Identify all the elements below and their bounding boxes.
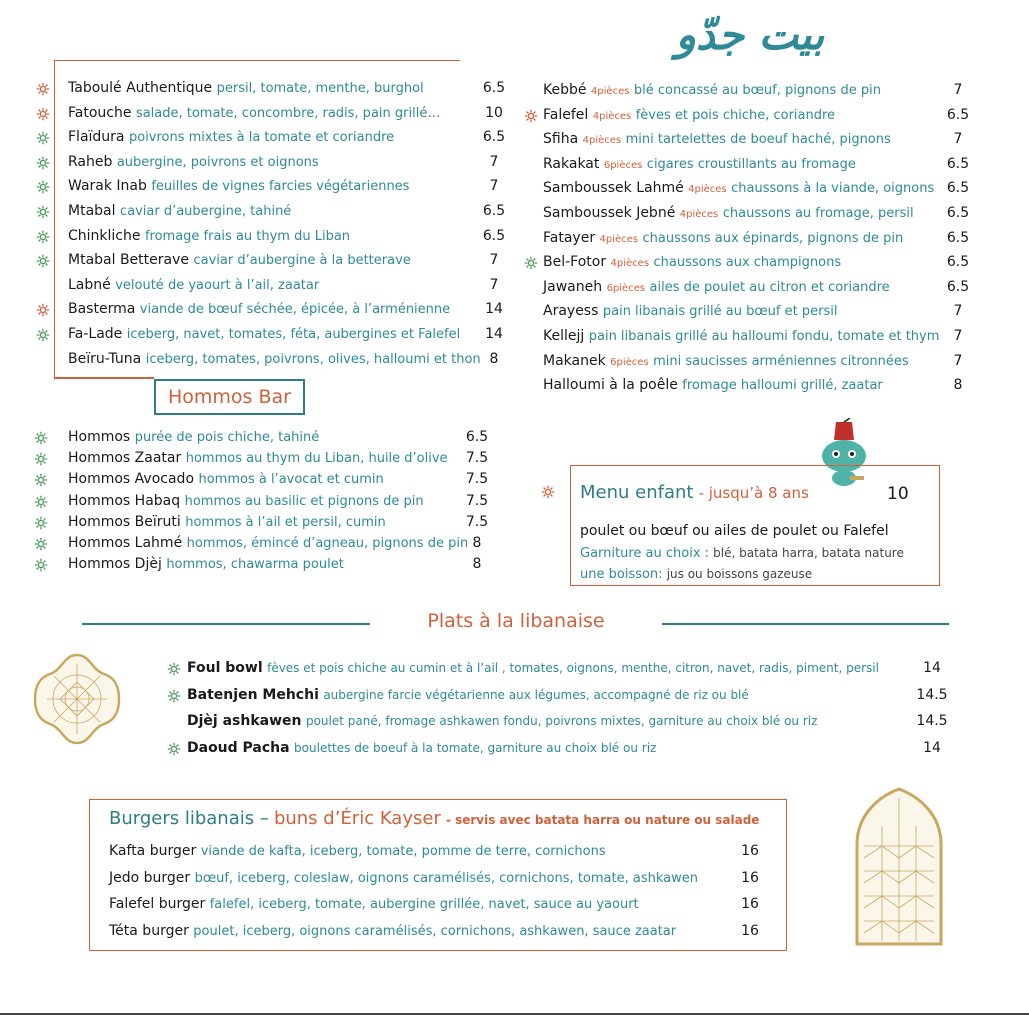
burger-item-name: Kafta burger <box>109 843 197 859</box>
menu-item-price: 7 <box>953 82 963 98</box>
menu-item <box>68 200 291 222</box>
menu-item <box>543 153 856 175</box>
plats-divider-left <box>82 623 370 625</box>
menu-item-name: Hommos Lahmé <box>68 535 183 551</box>
burger-item-description: viande de kafta, iceberg, tomate, pomme de terre, cornichons <box>200 844 606 859</box>
menu-item-description: salade, tomate, concombre, radis, pain grillé… <box>135 105 441 121</box>
green-flower-icon <box>167 661 181 675</box>
menu-item <box>68 348 481 370</box>
orange-flower-icon <box>36 81 50 95</box>
menu-item-price: 7 <box>953 328 963 344</box>
green-flower-icon <box>34 494 48 508</box>
burger-item-price: 16 <box>741 869 759 886</box>
menu-item <box>543 202 914 224</box>
hommos-bar-title: Hommos Bar <box>168 386 291 408</box>
burgers-buns: buns d’Éric Kayser <box>273 808 441 829</box>
burger-item-name: Jedo burger <box>109 869 191 886</box>
menu-item-description: aubergine farcie végétarienne aux légumes, accompagné de riz ou blé <box>323 687 749 702</box>
menu-item-name: Flaïdura <box>68 129 125 146</box>
menu-item-description: iceberg, navet, tomates, féta, aubergines et Falefel <box>126 327 461 342</box>
menu-item <box>68 490 424 512</box>
burger-item-description: falefel, iceberg, tomate, aubergine grillée, navet, sauce au yaourt <box>209 897 639 912</box>
menu-item <box>543 79 881 101</box>
menu-item-name: Taboulé Authentique <box>68 80 213 96</box>
green-flower-icon <box>34 472 48 486</box>
menu-item-price: 6.5 <box>482 129 506 146</box>
menu-item-price: 7.5 <box>465 492 489 509</box>
menu-item <box>543 177 934 199</box>
menu-item <box>68 511 386 533</box>
menu-item-name: Hommos <box>68 429 131 445</box>
menu-item <box>68 102 440 124</box>
menu-item <box>543 128 891 150</box>
page-bottom-rule <box>0 1013 1029 1015</box>
menu-item-description: chaussons à la viande, oignons <box>731 181 935 197</box>
menu-item <box>68 553 344 575</box>
menu-item <box>543 350 909 372</box>
green-flower-icon <box>34 430 48 444</box>
menu-item-name: Mtabal Betterave <box>68 252 189 269</box>
green-flower-icon <box>34 557 48 571</box>
kids-menu-price: 10 <box>887 484 909 504</box>
menu-item-description: aubergine, poivrons et oignons <box>116 154 319 170</box>
menu-item-name: Kebbé <box>543 82 587 98</box>
menu-item-description: poivrons mixtes à la tomate et coriandre <box>128 130 395 146</box>
menu-item-description: mini tartelettes de boeuf haché, pignons <box>625 132 891 148</box>
menu-item-description: fèves et pois chiche, coriandre <box>635 107 836 123</box>
menu-item-name: Fatouche <box>68 104 132 121</box>
restaurant-logo <box>600 2 900 68</box>
menu-item-price: 6.5 <box>465 429 489 445</box>
menu-item-name: Jawaneh <box>543 278 603 295</box>
menu-item-pieces: 6pièces <box>603 159 643 171</box>
menu-item-name: Chinkliche <box>68 227 141 244</box>
menu-item-price: 7 <box>489 153 499 170</box>
menu-item-description: purée de pois chiche, tahiné <box>134 430 320 445</box>
hommos-bar-title-box <box>154 379 305 415</box>
orange-flower-icon <box>36 106 50 120</box>
menu-item-name: Fa-Lade <box>68 326 123 342</box>
menu-item-name: Hommos Djèj <box>68 556 162 573</box>
burger-item <box>109 920 676 942</box>
menu-item-description: hommos, émincé d’agneau, pignons de pin <box>186 536 469 551</box>
menu-item-price: 6.5 <box>946 155 970 172</box>
menu-item <box>68 447 448 469</box>
menu-item <box>68 249 411 271</box>
menu-item-price: 7 <box>489 178 499 195</box>
menu-item <box>68 532 468 554</box>
menu-item <box>68 225 350 247</box>
menu-item-name: Fatayer <box>543 229 596 246</box>
menu-item-description: pain libanais grillé au halloumi fondu, tomate et thym <box>588 329 940 344</box>
menu-item-price: 7.5 <box>465 513 489 530</box>
menu-item <box>68 77 424 99</box>
menu-item-price: 7 <box>489 276 499 293</box>
menu-item-price: 6.5 <box>482 80 506 96</box>
menu-item-price: 7 <box>953 352 963 369</box>
menu-item-name: Daoud Pacha <box>187 739 290 756</box>
menu-item <box>68 426 319 448</box>
menu-item-description: blé concassé au bœuf, pignons de pin <box>633 83 881 98</box>
menu-item <box>543 227 903 249</box>
menu-item-price: 10 <box>485 104 503 121</box>
menu-item-name: Hommos Beïruti <box>68 513 181 530</box>
menu-item <box>187 710 817 732</box>
green-flower-icon <box>167 741 181 755</box>
logo-text: بيت جدّو <box>675 10 825 59</box>
menu-item-price: 7.5 <box>465 471 489 488</box>
menu-item-name: Arayess <box>543 303 599 320</box>
moroccan-ornament-icon <box>32 652 122 746</box>
menu-item <box>68 126 394 148</box>
menu-item-price: 14 <box>485 301 503 318</box>
menu-item <box>68 175 409 197</box>
menu-item-price: 6.5 <box>946 106 970 123</box>
burger-item-price: 16 <box>741 896 759 912</box>
menu-item-name: Labné <box>68 276 111 293</box>
menu-item-name: Makanek <box>543 352 606 369</box>
menu-item-pieces: 4pièces <box>679 209 719 220</box>
kids-menu-box <box>570 465 940 586</box>
menu-item-price: 14.5 <box>916 713 948 729</box>
kids-menu-flower-icon <box>541 484 555 503</box>
burger-item-name: Falefel burger <box>109 896 206 912</box>
menu-item-name: Warak Inab <box>68 178 147 195</box>
menu-item-description: chaussons aux épinards, pignons de pin <box>642 230 904 246</box>
menu-item-description: cigares croustillants au fromage <box>646 156 856 172</box>
menu-item-description: caviar d’aubergine, tahiné <box>119 204 292 219</box>
menu-item-price: 7 <box>953 303 963 320</box>
menu-item <box>543 276 890 298</box>
menu-item-name: Samboussek Lahmé <box>543 180 684 197</box>
kids-boisson-label: une boisson: <box>580 567 663 582</box>
menu-item <box>543 104 835 126</box>
menu-item-price: 8 <box>489 350 499 367</box>
menu-item-price: 6.5 <box>482 227 506 244</box>
green-flower-icon <box>36 229 50 243</box>
burgers-note: - servis avec batata harra ou nature ou salade <box>445 813 760 827</box>
burger-item <box>109 893 639 915</box>
menu-item-pieces: 6pièces <box>610 356 649 368</box>
menu-item-price: 14 <box>923 660 941 676</box>
green-flower-icon <box>36 155 50 169</box>
menu-item <box>187 657 879 679</box>
plats-divider-right <box>662 623 949 625</box>
menu-item-price: 6.5 <box>946 180 970 197</box>
menu-item-name: Hommos Habaq <box>68 492 181 509</box>
menu-item-price: 6.5 <box>482 203 506 219</box>
menu-item <box>543 251 841 273</box>
menu-item-price: 8 <box>472 535 482 551</box>
menu-item-name: Kellejj <box>543 328 585 344</box>
menu-item-name: Mtabal <box>68 203 116 219</box>
orange-flower-icon <box>524 108 538 122</box>
menu-item-description: fromage frais au thym du Liban <box>144 228 351 244</box>
burger-item <box>109 840 606 862</box>
menu-item <box>68 151 319 173</box>
menu-item-description: hommos au thym du Liban, huile d’olive <box>185 451 448 467</box>
menu-item-price: 6.5 <box>946 278 970 295</box>
menu-item-price: 14 <box>485 326 503 342</box>
menu-item-description: chaussons aux champignons <box>653 255 842 271</box>
menu-item-pieces: 4pièces <box>582 135 622 147</box>
menu-item-price: 8 <box>953 377 963 394</box>
menu-item-price: 6.5 <box>946 205 970 221</box>
menu-item-description: mini saucisses arméniennes citronnées <box>653 353 909 369</box>
green-flower-icon <box>34 451 48 465</box>
menu-item <box>68 298 450 320</box>
menu-item-description: pain libanais grillé au bœuf et persil <box>602 304 838 320</box>
kids-menu-title: Menu enfant <box>580 482 694 503</box>
menu-item-description: viande de bœuf séchée, épicée, à l’arménienne <box>139 302 451 318</box>
green-flower-icon <box>36 179 50 193</box>
burger-item-name: Téta burger <box>109 922 189 939</box>
menu-item-price: 6.5 <box>946 254 970 271</box>
kids-garniture-label: Garniture au choix : <box>580 546 710 561</box>
menu-item-name: Bel-Fotor <box>543 254 607 271</box>
green-flower-icon <box>36 253 50 267</box>
green-flower-icon <box>167 688 181 702</box>
menu-item-description: hommos au basilic et pignons de pin <box>184 493 424 509</box>
burger-item-description: bœuf, iceberg, coleslaw, oignons caramélisés, cornichons, tomate, ashkawen <box>194 870 698 886</box>
menu-item <box>68 468 384 490</box>
green-flower-icon <box>36 327 50 341</box>
menu-item-name: Foul bowl <box>187 660 263 676</box>
menu-item <box>68 323 460 345</box>
kids-menu-subtitle: - jusqu’à 8 ans <box>698 484 809 502</box>
menu-item-description: hommos, chawarma poulet <box>166 557 344 573</box>
green-flower-icon <box>36 130 50 144</box>
menu-item-description: ailes de poulet au citron et coriandre <box>649 279 890 295</box>
menu-item <box>543 300 837 322</box>
menu-item-price: 6.5 <box>946 229 970 246</box>
menu-item-pieces: 4pièces <box>688 184 727 196</box>
menu-item-description: persil, tomate, menthe, burghol <box>216 81 424 96</box>
menu-item-pieces: 4pièces <box>610 258 650 270</box>
menu-item <box>543 325 939 347</box>
menu-item-price: 7.5 <box>465 450 489 467</box>
green-flower-icon <box>524 255 538 269</box>
menu-item-name: Batenjen Mehchi <box>187 686 319 703</box>
kids-boisson-value: jus ou boissons gazeuse <box>666 567 813 581</box>
menu-item-name: Hommos Zaatar <box>68 450 182 467</box>
menu-item-name: Samboussek Jebné <box>543 205 676 221</box>
menu-item-name: Basterma <box>68 301 136 318</box>
menu-item <box>68 274 319 296</box>
arched-window-ornament-icon <box>852 786 946 946</box>
burgers-box <box>89 799 787 951</box>
menu-item-description: velouté de yaourt à l’ail, zaatar <box>115 277 320 293</box>
menu-item <box>187 684 749 706</box>
menu-item-name: Halloumi à la poêle <box>543 377 678 394</box>
menu-item <box>543 374 883 396</box>
menu-item-description: chaussons au fromage, persil <box>722 206 914 221</box>
menu-item-name: Falefel <box>543 106 589 123</box>
burger-item <box>109 867 698 889</box>
menu-item-price: 14.5 <box>916 686 948 703</box>
orange-flower-icon <box>36 302 50 316</box>
menu-item-description: iceberg, tomates, poivrons, olives, halloumi et thon <box>145 351 481 367</box>
kids-menu-line1: poulet ou bœuf ou ailes de poulet ou Falefel <box>580 523 889 539</box>
menu-item-price: 7 <box>953 131 963 148</box>
menu-item-name: Raheb <box>68 153 113 170</box>
menu-item-description: poulet pané, fromage ashkawen fondu, poivrons mixtes, garniture au choix blé ou riz <box>305 714 818 728</box>
menu-item-price: 7 <box>489 252 499 269</box>
green-flower-icon <box>34 536 48 550</box>
left-section-frame-bottom <box>54 377 154 379</box>
plats-title: Plats à la libanaise <box>427 610 605 632</box>
burger-item-description: poulet, iceberg, oignons caramélisés, cornichons, ashkawen, sauce zaatar <box>193 923 677 939</box>
menu-item-name: Sfiha <box>543 131 579 148</box>
burgers-title: Burgers libanais – <box>109 808 269 829</box>
menu-item-description: caviar d’aubergine à la betterave <box>193 253 411 269</box>
menu-item-pieces: 4pièces <box>599 233 639 245</box>
menu-item-name: Rakakat <box>543 155 600 172</box>
burger-item-price: 16 <box>741 843 759 859</box>
menu-item-price: 8 <box>472 556 482 573</box>
menu-item-description: boulettes de boeuf à la tomate, garniture au choix blé ou riz <box>294 740 657 755</box>
menu-item-description: fèves et pois chiche au cumin et à l’ail , tomates, oignons, menthe, citron, navet, radis, piment, persil <box>267 661 879 675</box>
menu-item-description: hommos à l’avocat et cumin <box>198 472 384 488</box>
kids-garniture-value: blé, batata harra, batata nature <box>713 546 904 560</box>
menu-item-pieces: 4pièces <box>592 110 632 122</box>
green-flower-icon <box>36 204 50 218</box>
burger-item-price: 16 <box>741 922 759 939</box>
menu-item-pieces: 4pièces <box>590 86 630 97</box>
green-flower-icon <box>34 515 48 529</box>
menu-item-description: feuilles de vignes farcies végétariennes <box>151 179 410 195</box>
menu-item <box>187 737 656 759</box>
menu-item-description: fromage halloumi grillé, zaatar <box>682 378 883 394</box>
menu-item-name: Djèj ashkawen <box>187 713 302 729</box>
menu-item-description: hommos à l’ail et persil, cumin <box>185 514 386 530</box>
menu-item-price: 14 <box>923 739 941 756</box>
menu-item-name: Beïru-Tuna <box>68 350 142 367</box>
menu-item-name: Hommos Avocado <box>68 471 195 488</box>
menu-item-pieces: 6pièces <box>606 282 646 294</box>
